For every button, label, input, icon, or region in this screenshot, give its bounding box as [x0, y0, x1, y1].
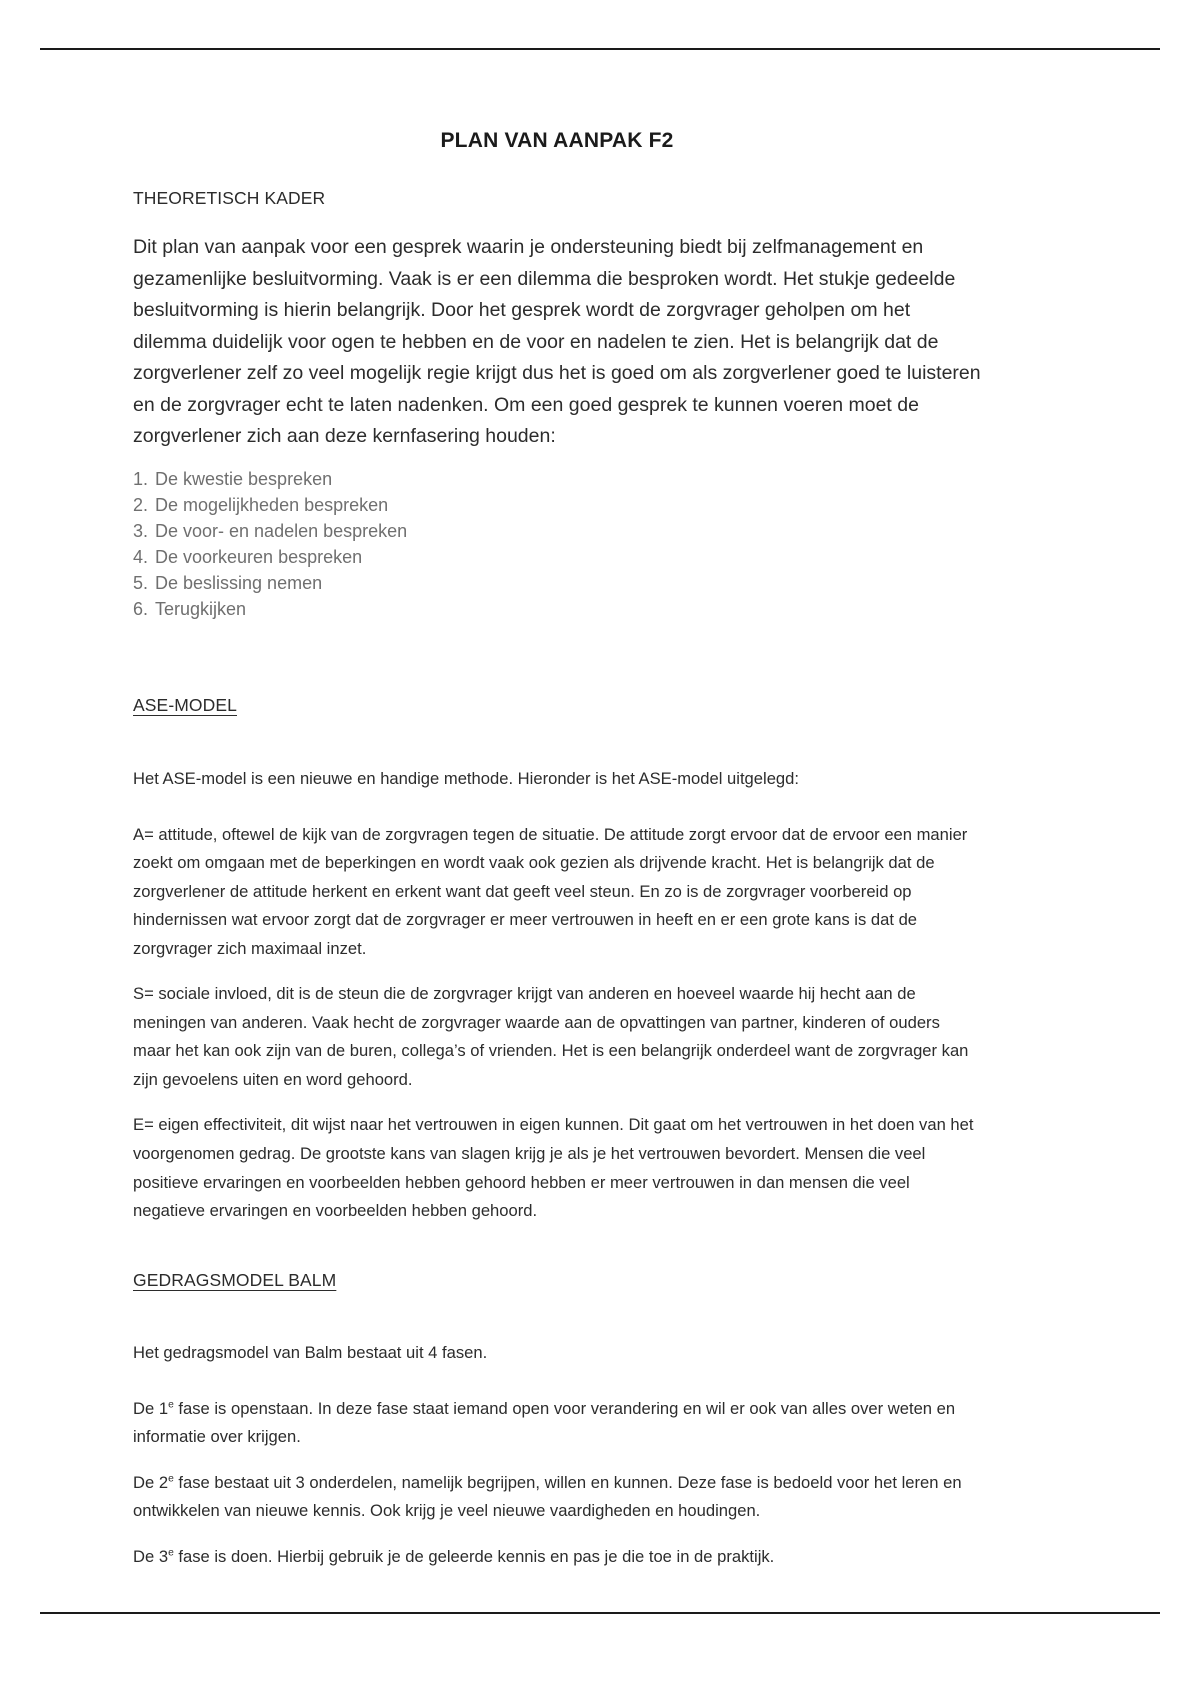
paragraph-ase-eigen-effectiviteit: E= eigen effectiviteit, dit wijst naar het vertrouwen in eigen kunnen. Dit gaat om het vertrouwen in het doen van het voorgenomen gedrag. De grootste kans van slagen krijg je als je het vertrouwen bevordert. Mensen die veel positieve ervaringen en voorbeelden hebben gehoord hebben er meer vertrouwen in dan mensen die veel negatieve ervaringen en voorbeelden hebben gehoord. — [133, 1115, 974, 1221]
section-heading-theoretisch-kader: THEORETISCH KADER — [133, 188, 326, 209]
list-item-number: 2. — [133, 494, 149, 515]
paragraph-balm-fase-2: De 2e fase bestaat uit 3 onderdelen, namelijk begrijpen, willen en kunnen. Deze fase is bedoeld voor het leren en ontwikkelen van nieuwe kennis. Ook krijg je veel nieuwe vaardigheden en houdingen. — [133, 1472, 962, 1521]
section-spacer — [133, 622, 981, 694]
section-theoretisch-kader — [133, 187, 981, 622]
paragraph-ase-intro: Het ASE-model is een nieuwe en handige methode. Hieronder is het ASE-model uitgelegd: — [133, 769, 800, 789]
list-item-number: 6. — [133, 598, 149, 619]
list-item-number: 4. — [133, 546, 149, 567]
section-gedragsmodel-balm — [133, 1269, 981, 1572]
list-item — [133, 571, 981, 597]
section-heading-wrap — [133, 1269, 981, 1318]
list-item-number: 1. — [133, 468, 149, 489]
paragraph-balm-intro: Het gedragsmodel van Balm bestaat uit 4 fasen. — [133, 1343, 488, 1363]
list-item-number: 3. — [133, 520, 149, 541]
list-item — [133, 493, 981, 519]
list-item-label: De kwestie bespreken — [155, 468, 333, 489]
section-heading-wrap — [133, 187, 981, 210]
document-body — [133, 128, 981, 1589]
section-ase-model — [133, 694, 981, 1225]
paragraph-spacer — [133, 811, 981, 821]
list-item-label: De beslissing nemen — [155, 572, 323, 593]
list-item — [133, 467, 981, 493]
paragraph-ase-sociale-invloed: S= sociale invloed, dit is de steun die de zorgvrager krijgt van anderen en hoeveel waarde hij hecht aan de meningen van anderen. Vaak hecht de zorgvrager waarde aan de opvattingen van partner, kinderen of ouders maar het kan ook zijn van de buren, collega’s of vrienden. Het is een belangrijk onderdeel want de zorgvrager kan zijn gevoelens uiten en word gehoord. — [133, 984, 969, 1089]
section-heading-gedragsmodel-balm: GEDRAGSMODEL BALM — [133, 1269, 337, 1290]
list-item-label: De mogelijkheden bespreken — [155, 494, 389, 515]
paragraph-theoretisch-kader-intro: Dit plan van aanpak voor een gesprek waarin je ondersteuning biedt bij zelfmanagement en gezamenlijke besluitvorming. Vaak is er een dilemma die besproken wordt. Het stukje gedeelde besluitvorming is hierin belangrijk. Door het gesprek wordt de zorgvrager geholpen om het dilemma duidelijk voor ogen te hebben en de voor en nadelen te zien. Het is belangrijk dat de zorgverlener zelf zo veel mogelijk regie krijgt dus het is goed om als zorgverlener goed te luisteren en de zorgvrager echt te laten nadenken. Om een goed gesprek te kunnen voeren moet de zorgverlener zich aan deze kernfasering houden: — [133, 235, 981, 448]
page-title: PLAN VAN AANPAK F2 — [440, 129, 674, 152]
list-item — [133, 597, 981, 623]
paragraph-spacer — [133, 1385, 981, 1395]
section-heading-wrap — [133, 694, 981, 743]
section-heading-ase-model: ASE-MODEL — [133, 695, 237, 716]
list-item-label: Terugkijken — [155, 598, 247, 619]
list-item — [133, 545, 981, 571]
section-spacer — [133, 1243, 981, 1269]
list-item — [133, 519, 981, 545]
header-rule — [40, 48, 1160, 50]
kernfasering-list — [133, 467, 981, 622]
list-item-label: De voor- en nadelen bespreken — [155, 520, 408, 541]
footer-rule — [40, 1612, 1160, 1614]
paragraph-balm-fase-1: De 1e fase is openstaan. In deze fase staat iemand open voor verandering en wil er ook van alles over weten en informatie over krijgen. — [133, 1398, 956, 1447]
list-item-number: 5. — [133, 572, 149, 593]
paragraph-ase-attitude: A= attitude, oftewel de kijk van de zorgvragen tegen de situatie. De attitude zorgt ervoor dat de ervoor een manier zoekt om omgaan met de beperkingen en wordt vaak ook gezien als drijvende kracht. Het is belangrijk dat de zorgverlener de attitude herkent en erkent want dat geeft veel steun. En zo is de zorgvrager voorbereid op hindernissen wat ervoor zorgt dat de zorgvrager er meer vertrouwen in heeft en er een grote kans is dat de zorgvrager zich maximaal inzet. — [133, 824, 968, 958]
list-item-label: De voorkeuren bespreken — [155, 546, 363, 567]
paragraph-balm-fase-3: De 3e fase is doen. Hierbij gebruik je de geleerde kennis en pas je die toe in de praktijk. — [133, 1547, 775, 1567]
